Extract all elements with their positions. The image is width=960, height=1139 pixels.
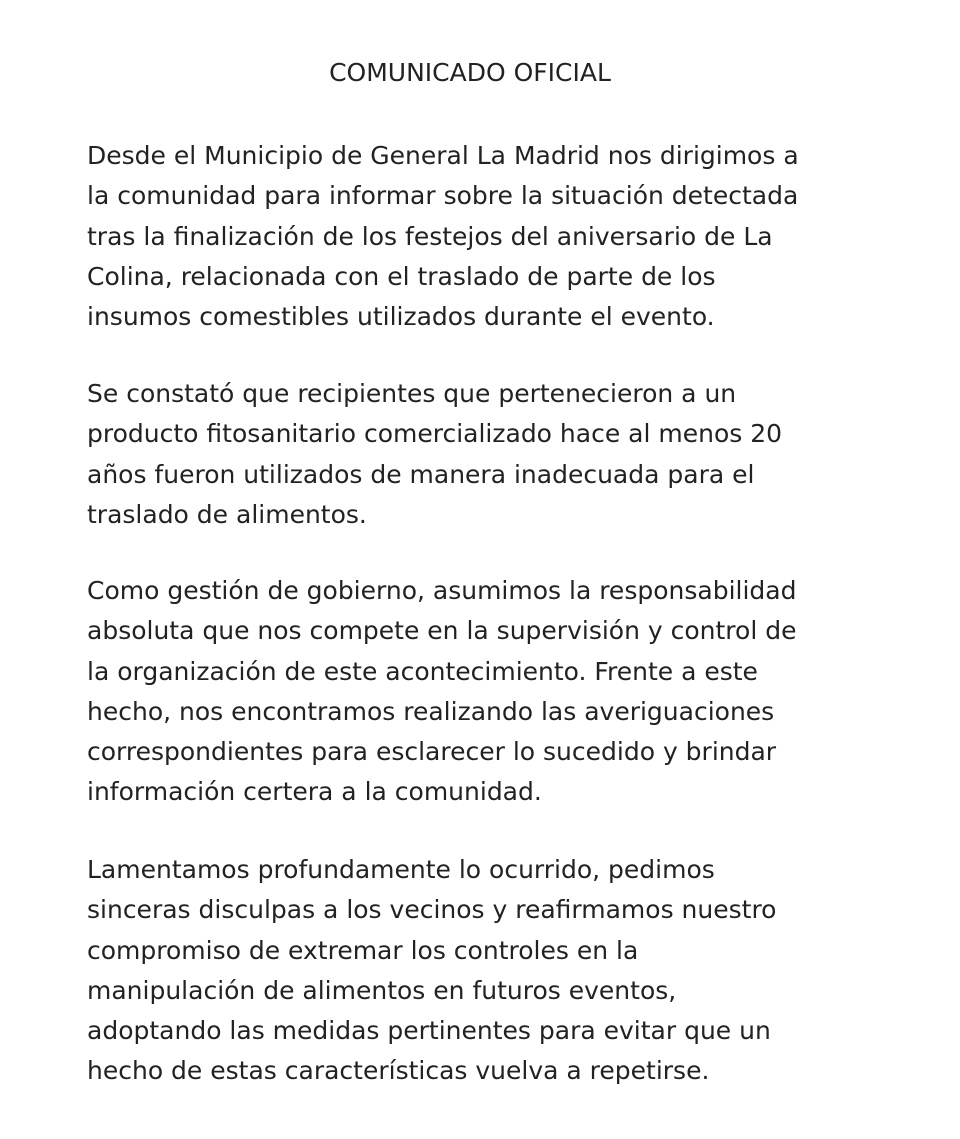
text-line: Lamentamos profundamente lo ocurrido, pedimos (87, 855, 715, 884)
text-line: traslado de alimentos. (87, 499, 367, 529)
paragraph-apology (87, 850, 776, 1092)
text-line: Se constató que recipientes que pertenecieron a un (87, 379, 737, 408)
text-line: Como gestión de gobierno, asumimos la responsabilidad (87, 576, 797, 605)
text-line: producto fitosanitario comercializado hace al menos 20 (87, 419, 783, 449)
text-line: la comunidad para informar sobre la situación detectada (87, 181, 799, 211)
document-title: COMUNICADO OFICIAL (329, 58, 611, 87)
text-line: hecho, nos encontramos realizando las averiguaciones (87, 696, 775, 726)
text-line: Colina, relacionada con el traslado de parte de los (87, 261, 716, 291)
text-line: adoptando las medidas pertinentes para evitar que un (87, 1016, 771, 1046)
text-line: manipulación de alimentos en futuros eventos, (87, 975, 677, 1005)
text-line: correspondientes para esclarecer lo sucedido y brindar (87, 737, 777, 767)
text-line: insumos comestibles utilizados durante el evento. (87, 302, 715, 332)
paragraph-responsibility (87, 571, 796, 813)
text-line: sinceras disculpas a los vecinos y reafirmamos nuestro (87, 895, 777, 925)
text-line: la organización de este acontecimiento. Frente a este (87, 656, 758, 686)
text-line: tras la finalización de los festejos del aniversario de La (87, 221, 773, 251)
text-line: años fueron utilizados de manera inadecuada para el (87, 459, 755, 489)
text-line: información certera a la comunidad. (87, 777, 542, 807)
text-line: compromiso de extremar los controles en la (87, 935, 639, 965)
text-line: hecho de estas características vuelva a repetirse. (87, 1056, 710, 1086)
text-line: Desde el Municipio de General La Madrid nos dirigimos a (87, 141, 799, 170)
paragraph-findings (87, 374, 782, 535)
paragraph-introduction (87, 136, 799, 337)
text-line: absoluta que nos compete en la supervisión y control de (87, 616, 797, 646)
